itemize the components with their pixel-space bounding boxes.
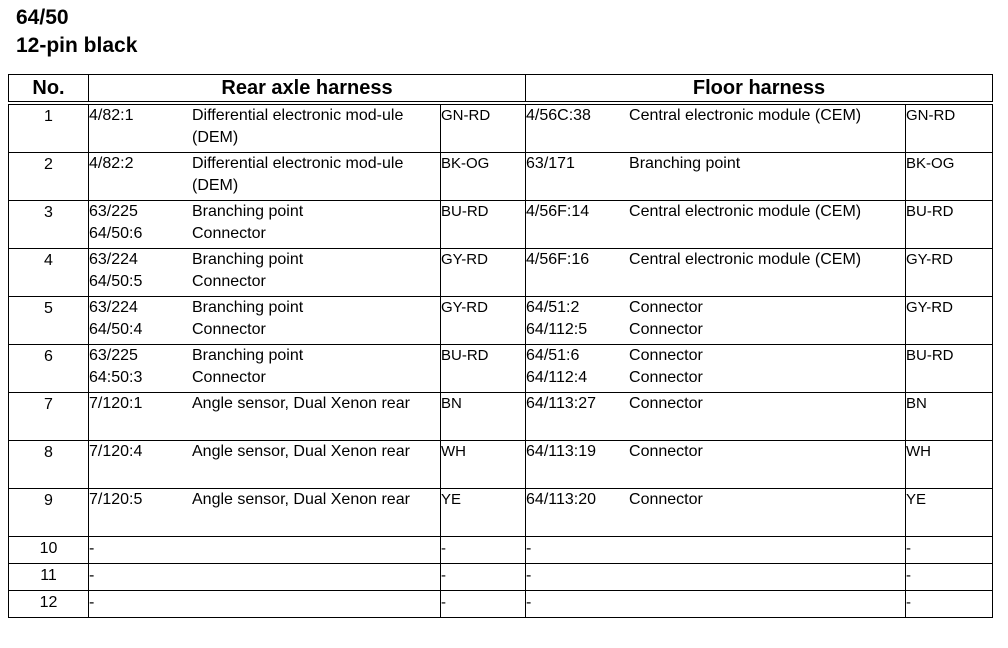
table-row <box>9 591 993 618</box>
rear-axle-cell <box>89 297 441 345</box>
rear-axle-codes <box>89 393 192 415</box>
pin-number-cell <box>9 393 89 441</box>
rear-axle-codes <box>89 441 192 463</box>
rear-axle-codes <box>89 249 192 293</box>
rear-axle-code: 64/50:6 <box>89 225 143 242</box>
floor-description-line: Connector <box>629 369 703 386</box>
pin-number: 8 <box>44 444 53 461</box>
rear-wire-color: BK-OG <box>441 155 490 172</box>
floor-code: - <box>526 594 532 611</box>
pin-number-cell <box>9 489 89 537</box>
floor-codes <box>526 297 629 341</box>
pin-number-cell <box>9 153 89 201</box>
floor-description-line: Connector <box>629 347 703 364</box>
rear-wire-color: WH <box>441 443 466 460</box>
floor-description-line: Connector <box>629 321 703 338</box>
rear-axle-cell <box>89 441 441 489</box>
rear-axle-cell <box>89 201 441 249</box>
pin-number-cell <box>9 103 89 153</box>
rear-axle-code: 4/82:1 <box>89 107 134 124</box>
floor-description: Connector <box>629 443 703 460</box>
rear-wire-color: GN-RD <box>441 107 491 124</box>
floor-content <box>526 393 905 415</box>
table-row <box>9 103 993 153</box>
table-row <box>9 297 993 345</box>
rear-axle-description-line: Branching point <box>192 299 304 316</box>
floor-cell <box>526 345 906 393</box>
floor-cell <box>526 153 906 201</box>
floor-codes <box>526 249 629 271</box>
rear-axle-description-line: Connector <box>192 273 266 290</box>
rear-wire-color-cell <box>441 103 526 153</box>
floor-description: Central electronic module (CEM) <box>629 107 862 124</box>
rear-axle-description: Differential electronic mod-ule (DEM) <box>192 155 404 194</box>
rear-wire-color-cell <box>441 537 526 564</box>
rear-axle-cell <box>89 393 441 441</box>
table-row <box>9 249 993 297</box>
rear-axle-codes <box>89 105 192 149</box>
rear-wire-color-cell <box>441 591 526 618</box>
floor-wire-color-cell <box>906 103 993 153</box>
rear-axle-cell <box>89 537 441 564</box>
connector-description: 12-pin black <box>16 34 138 57</box>
floor-wire-color-cell <box>906 201 993 249</box>
rear-axle-description: Angle sensor, Dual Xenon rear <box>192 491 410 508</box>
floor-cell <box>526 249 906 297</box>
floor-wire-color: BU-RD <box>906 203 954 220</box>
rear-axle-code: 7/120:5 <box>89 491 143 508</box>
rear-axle-cell <box>89 489 441 537</box>
pin-number: 10 <box>39 540 58 557</box>
floor-codes <box>526 201 629 223</box>
rear-axle-cell <box>89 564 441 591</box>
floor-wire-color-cell <box>906 489 993 537</box>
connector-id: 64/50 <box>16 6 69 29</box>
floor-code: 64/113:27 <box>526 395 597 412</box>
floor-wire-color: - <box>906 540 912 557</box>
rear-axle-code: 4/82:2 <box>89 155 134 172</box>
rear-axle-content <box>89 249 440 293</box>
rear-wire-color: GY-RD <box>441 251 488 268</box>
pin-number-cell <box>9 297 89 345</box>
pin-number: 11 <box>40 567 57 584</box>
rear-axle-cell <box>89 153 441 201</box>
rear-axle-content <box>89 345 440 389</box>
pin-number-cell <box>9 564 89 591</box>
rear-axle-codes <box>89 565 192 587</box>
floor-content <box>526 564 905 587</box>
rear-axle-codes <box>89 489 192 511</box>
rear-axle-content <box>89 153 440 197</box>
floor-description <box>629 297 905 341</box>
rear-axle-codes <box>89 153 192 197</box>
pin-number: 6 <box>44 348 53 365</box>
rear-axle-content <box>89 105 440 149</box>
floor-wire-color-cell <box>906 441 993 489</box>
floor-code: 64/51:6 <box>526 347 580 364</box>
pin-number: 7 <box>44 396 53 413</box>
floor-codes <box>526 441 629 463</box>
rear-axle-code: 7/120:1 <box>89 395 143 412</box>
rear-wire-color: - <box>441 540 446 557</box>
pin-number: 1 <box>44 108 53 125</box>
table-row <box>9 564 993 591</box>
rear-axle-description <box>192 592 440 614</box>
floor-codes <box>526 565 629 587</box>
rear-axle-content <box>89 201 440 245</box>
floor-cell <box>526 441 906 489</box>
rear-axle-description: Angle sensor, Dual Xenon rear <box>192 443 410 460</box>
rear-axle-code: 64:50:3 <box>89 369 143 386</box>
floor-description <box>629 592 905 614</box>
floor-code: 4/56F:14 <box>526 203 590 220</box>
rear-axle-codes <box>89 592 192 614</box>
table-row <box>9 345 993 393</box>
rear-axle-description <box>192 565 440 587</box>
rear-axle-code: 63/225 <box>89 347 138 364</box>
table-row <box>9 489 993 537</box>
floor-description: Central electronic module (CEM) <box>629 203 862 220</box>
rear-wire-color: - <box>441 594 446 611</box>
floor-codes <box>526 105 629 127</box>
rear-axle-description <box>192 538 440 560</box>
rear-axle-description-line: Branching point <box>192 203 304 220</box>
rear-axle-description-line: Connector <box>192 369 266 386</box>
rear-axle-description: Angle sensor, Dual Xenon rear <box>192 395 410 412</box>
rear-axle-cell <box>89 591 441 618</box>
floor-code: 64/112:4 <box>526 369 588 386</box>
pin-number-cell <box>9 345 89 393</box>
rear-wire-color: GY-RD <box>441 299 488 316</box>
floor-content <box>526 201 905 223</box>
pinout-table <box>8 74 993 618</box>
rear-axle-code: - <box>89 567 95 584</box>
floor-content <box>526 297 905 341</box>
pin-number: 4 <box>44 252 53 269</box>
header-rear-axle-harness: Rear axle harness <box>89 75 526 104</box>
floor-description: Central electronic module (CEM) <box>629 251 862 268</box>
pin-number: 3 <box>44 204 53 221</box>
rear-axle-code: - <box>89 594 95 611</box>
table-row <box>9 153 993 201</box>
rear-axle-content <box>89 564 440 587</box>
rear-axle-cell <box>89 103 441 153</box>
floor-code: - <box>526 567 532 584</box>
rear-wire-color-cell <box>441 297 526 345</box>
rear-wire-color-cell <box>441 201 526 249</box>
rear-wire-color: BU-RD <box>441 347 489 364</box>
floor-cell <box>526 297 906 345</box>
rear-axle-description: Differential electronic mod-ule (DEM) <box>192 107 404 146</box>
floor-wire-color-cell <box>906 591 993 618</box>
floor-wire-color: GY-RD <box>906 299 953 316</box>
rear-wire-color-cell <box>441 489 526 537</box>
floor-codes <box>526 592 629 614</box>
floor-content <box>526 537 905 560</box>
floor-wire-color-cell <box>906 345 993 393</box>
floor-wire-color-cell <box>906 249 993 297</box>
floor-wire-color: BU-RD <box>906 347 954 364</box>
rear-axle-code: 63/224 <box>89 251 138 268</box>
rear-wire-color: BU-RD <box>441 203 489 220</box>
rear-axle-description-line: Branching point <box>192 251 304 268</box>
table-row <box>9 537 993 564</box>
table-row <box>9 393 993 441</box>
floor-code: 4/56C:38 <box>526 107 591 124</box>
floor-code: 64/112:5 <box>526 321 588 338</box>
floor-content <box>526 441 905 463</box>
floor-codes <box>526 153 629 175</box>
table-header-row <box>9 75 993 104</box>
floor-code: 64/113:19 <box>526 443 597 460</box>
floor-content <box>526 249 905 271</box>
rear-axle-code: 63/225 <box>89 203 138 220</box>
floor-wire-color-cell <box>906 297 993 345</box>
floor-wire-color: BK-OG <box>906 155 955 172</box>
rear-axle-description-line: Connector <box>192 225 266 242</box>
pin-number: 5 <box>44 300 53 317</box>
rear-wire-color-cell <box>441 393 526 441</box>
floor-cell <box>526 564 906 591</box>
rear-axle-description-line: Connector <box>192 321 266 338</box>
rear-axle-code: 63/224 <box>89 299 138 316</box>
rear-axle-code: 64/50:4 <box>89 321 143 338</box>
rear-wire-color-cell <box>441 564 526 591</box>
pin-number: 12 <box>39 594 58 611</box>
rear-wire-color: BN <box>441 395 462 412</box>
floor-wire-color: BN <box>906 395 927 412</box>
floor-code: 64/113:20 <box>526 491 597 508</box>
floor-code: - <box>526 540 532 557</box>
rear-axle-content <box>89 393 440 415</box>
floor-description: Connector <box>629 395 703 412</box>
floor-code: 64/51:2 <box>526 299 580 316</box>
floor-wire-color: GN-RD <box>906 107 956 124</box>
header-floor-harness: Floor harness <box>526 75 993 104</box>
rear-axle-content <box>89 537 440 560</box>
rear-axle-cell <box>89 345 441 393</box>
rear-axle-description <box>192 249 440 293</box>
pin-number-cell <box>9 249 89 297</box>
floor-wire-color-cell <box>906 564 993 591</box>
floor-content <box>526 345 905 389</box>
floor-wire-color: YE <box>906 491 927 508</box>
floor-description <box>629 345 905 389</box>
rear-axle-code: 64/50:5 <box>89 273 143 290</box>
pinout-rows <box>9 103 993 618</box>
rear-axle-codes <box>89 345 192 389</box>
floor-code: 4/56F:16 <box>526 251 590 268</box>
rear-axle-description <box>192 297 440 341</box>
floor-cell <box>526 393 906 441</box>
floor-description <box>629 538 905 560</box>
floor-cell <box>526 201 906 249</box>
pin-number-cell <box>9 441 89 489</box>
rear-wire-color-cell <box>441 345 526 393</box>
floor-codes <box>526 538 629 560</box>
floor-code: 63/171 <box>526 155 575 172</box>
rear-axle-codes <box>89 201 192 245</box>
floor-content <box>526 153 905 175</box>
pin-number-cell <box>9 591 89 618</box>
floor-content <box>526 105 905 127</box>
floor-cell <box>526 489 906 537</box>
table-row <box>9 441 993 489</box>
floor-wire-color: GY-RD <box>906 251 953 268</box>
rear-wire-color-cell <box>441 153 526 201</box>
floor-wire-color: WH <box>906 443 932 460</box>
floor-description <box>629 565 905 587</box>
rear-wire-color-cell <box>441 249 526 297</box>
rear-axle-cell <box>89 249 441 297</box>
pin-number-cell <box>9 201 89 249</box>
rear-axle-content <box>89 591 440 614</box>
rear-axle-description <box>192 345 440 389</box>
floor-description: Branching point <box>629 155 741 172</box>
rear-wire-color: YE <box>441 491 462 508</box>
rear-axle-code: - <box>89 540 95 557</box>
pin-number: 2 <box>44 156 53 173</box>
floor-description: Connector <box>629 491 703 508</box>
pin-number-cell <box>9 537 89 564</box>
floor-codes <box>526 345 629 389</box>
rear-axle-description-line: Branching point <box>192 347 304 364</box>
floor-cell <box>526 591 906 618</box>
rear-axle-content <box>89 297 440 341</box>
floor-wire-color-cell <box>906 153 993 201</box>
floor-wire-color-cell <box>906 393 993 441</box>
rear-axle-codes <box>89 538 192 560</box>
rear-axle-content <box>89 489 440 511</box>
floor-codes <box>526 489 629 511</box>
rear-wire-color: - <box>441 567 446 584</box>
pin-number: 9 <box>44 492 53 509</box>
floor-cell <box>526 537 906 564</box>
floor-wire-color: - <box>906 567 912 584</box>
floor-cell <box>526 103 906 153</box>
floor-description-line: Connector <box>629 299 703 316</box>
floor-content <box>526 591 905 614</box>
floor-wire-color-cell <box>906 537 993 564</box>
rear-wire-color-cell <box>441 441 526 489</box>
rear-axle-description <box>192 201 440 245</box>
floor-content <box>526 489 905 511</box>
rear-axle-code: 7/120:4 <box>89 443 143 460</box>
table-row <box>9 201 993 249</box>
floor-wire-color: - <box>906 594 912 611</box>
header-no: No. <box>9 75 89 104</box>
floor-codes <box>526 393 629 415</box>
rear-axle-content <box>89 441 440 463</box>
rear-axle-codes <box>89 297 192 341</box>
